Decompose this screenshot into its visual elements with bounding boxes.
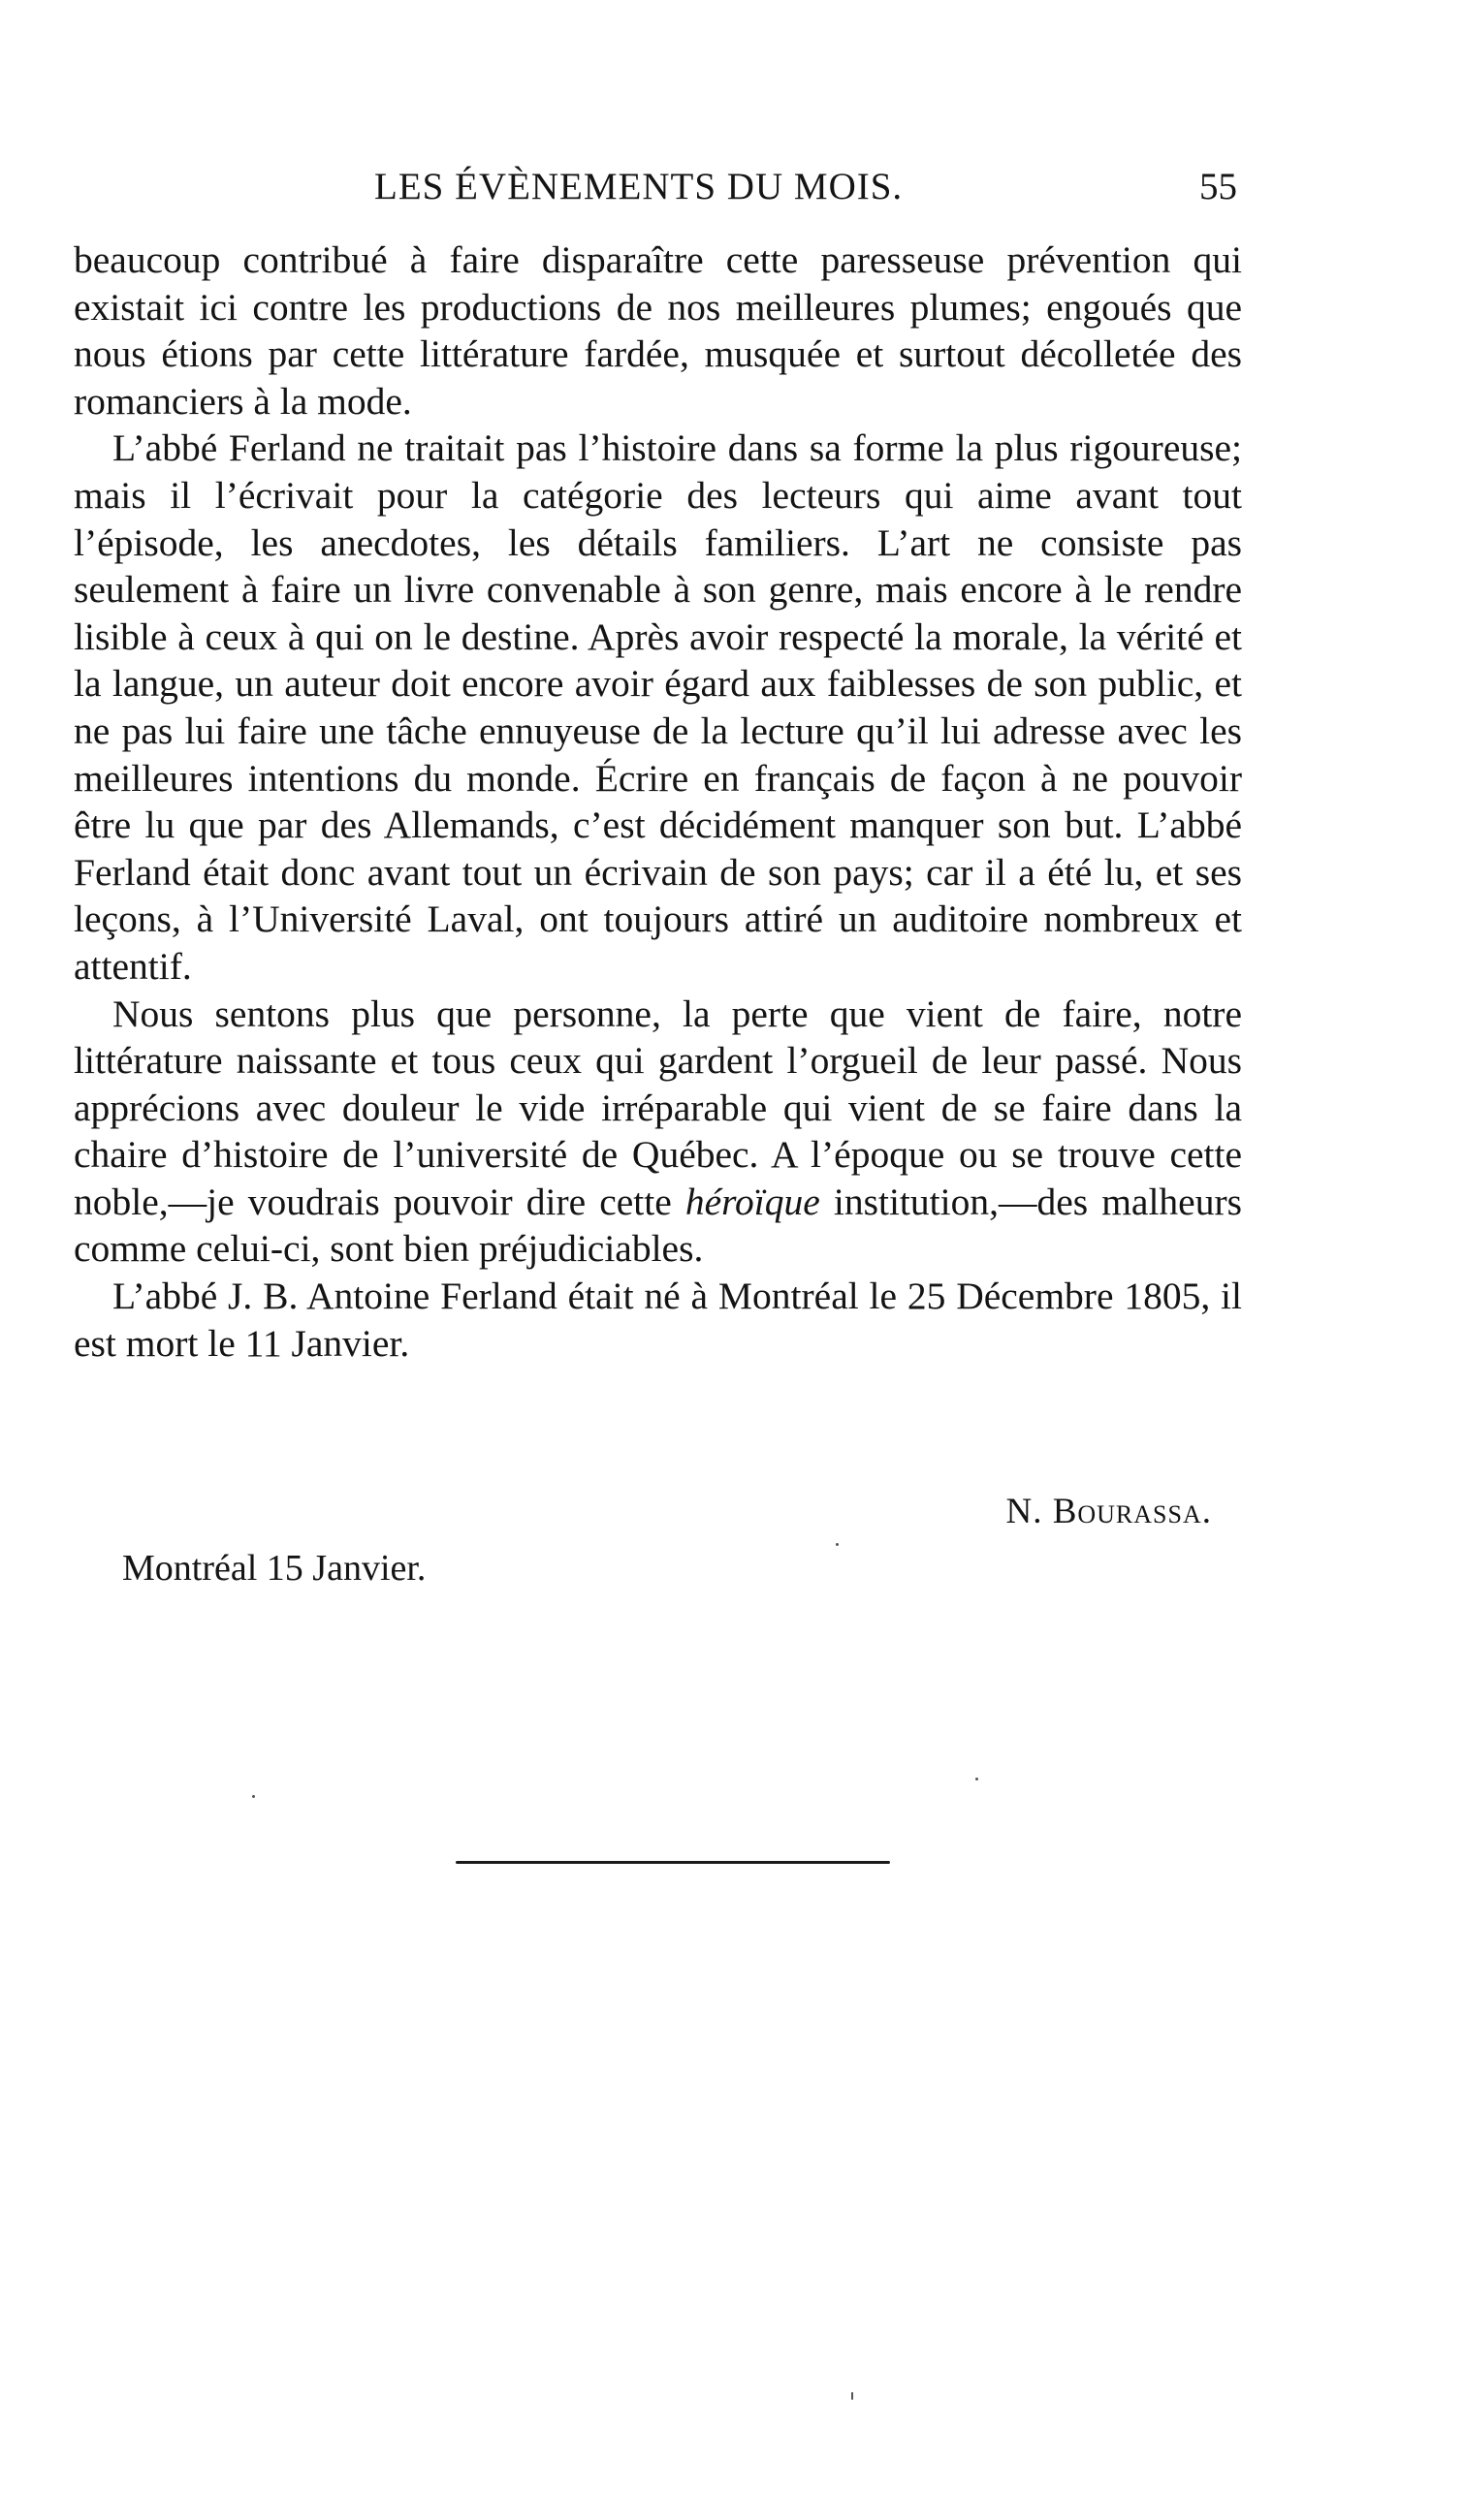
signature-initial: N. bbox=[1005, 1492, 1043, 1531]
paragraph-3-text-a: Nous sentons plus que personne, la perte que vient de faire, notre littérature naissante et tous ceux qui gardent l’orgueil de leur passé. Nous apprécions avec douleur le vide irréparable qui vient de se faire dans la chaire d’histoire de l’université de Québec. A l’époque ou se trouve cette noble,—je voudrais pouvoir dire cette bbox=[74, 992, 1242, 1223]
page-number: 55 bbox=[1199, 166, 1237, 207]
dateline: Montréal 15 Janvier. bbox=[122, 1548, 427, 1589]
paragraph-3 bbox=[74, 991, 1242, 1274]
print-speck bbox=[975, 1778, 978, 1780]
body-text bbox=[74, 236, 1242, 1367]
paragraph-4: L’abbé J. B. Antoine Ferland était né à Montréal le 25 Décembre 1805, il est mort le 11 Janvier. bbox=[74, 1275, 1242, 1365]
paragraph-1: beaucoup contribué à faire disparaître cette paresseuse prévention qui existait ici contre les productions de nos meilleures plumes; engoués que nous étions par cette littérature fardée, musquée et surtout décolletée des romanciers à la mode. bbox=[74, 238, 1242, 423]
signature-surname: Bourassa. bbox=[1052, 1492, 1212, 1531]
print-speck bbox=[252, 1795, 255, 1798]
paragraph-3-italic-word: héroïque bbox=[684, 1180, 820, 1223]
print-speck bbox=[851, 2392, 853, 2400]
closing-rule bbox=[456, 1861, 890, 1864]
running-title: LES ÉVÈNEMENTS DU MOIS. bbox=[374, 166, 904, 207]
print-speck bbox=[836, 1543, 839, 1546]
paragraph-3-text-b: institution,—des malheurs comme celui-ci, sont bien préjudiciables. bbox=[74, 1180, 1242, 1271]
paragraph-2: L’abbé Ferland ne traitait pas l’histoire dans sa forme la plus rigoureuse; mais il l’écrivait pour la catégorie des lecteurs qui aime avant tout l’épisode, les anecdotes, les détails familiers. L’art ne consiste pas seulement à faire un livre convenable à son genre, mais encore à le rendre lisible à ceux à qui on le destine. Après avoir respecté la morale, la vérité et la langue, un auteur doit encore avoir égard aux faiblesses de son public, et ne pas lui faire une tâche ennuyeuse de la lecture qu’il lui adresse avec les meilleures intentions du monde. Écrire en français de façon à ne pouvoir être lu que par des Allemands, c’est décidément manquer son but. L’abbé Ferland était donc avant tout un écrivain de son pays; car il a été lu, et ses leçons, à l’Université Laval, ont toujours attiré un auditoire nombreux et attentif. bbox=[74, 426, 1242, 988]
running-head bbox=[74, 165, 1237, 223]
signature bbox=[1005, 1491, 1212, 1532]
